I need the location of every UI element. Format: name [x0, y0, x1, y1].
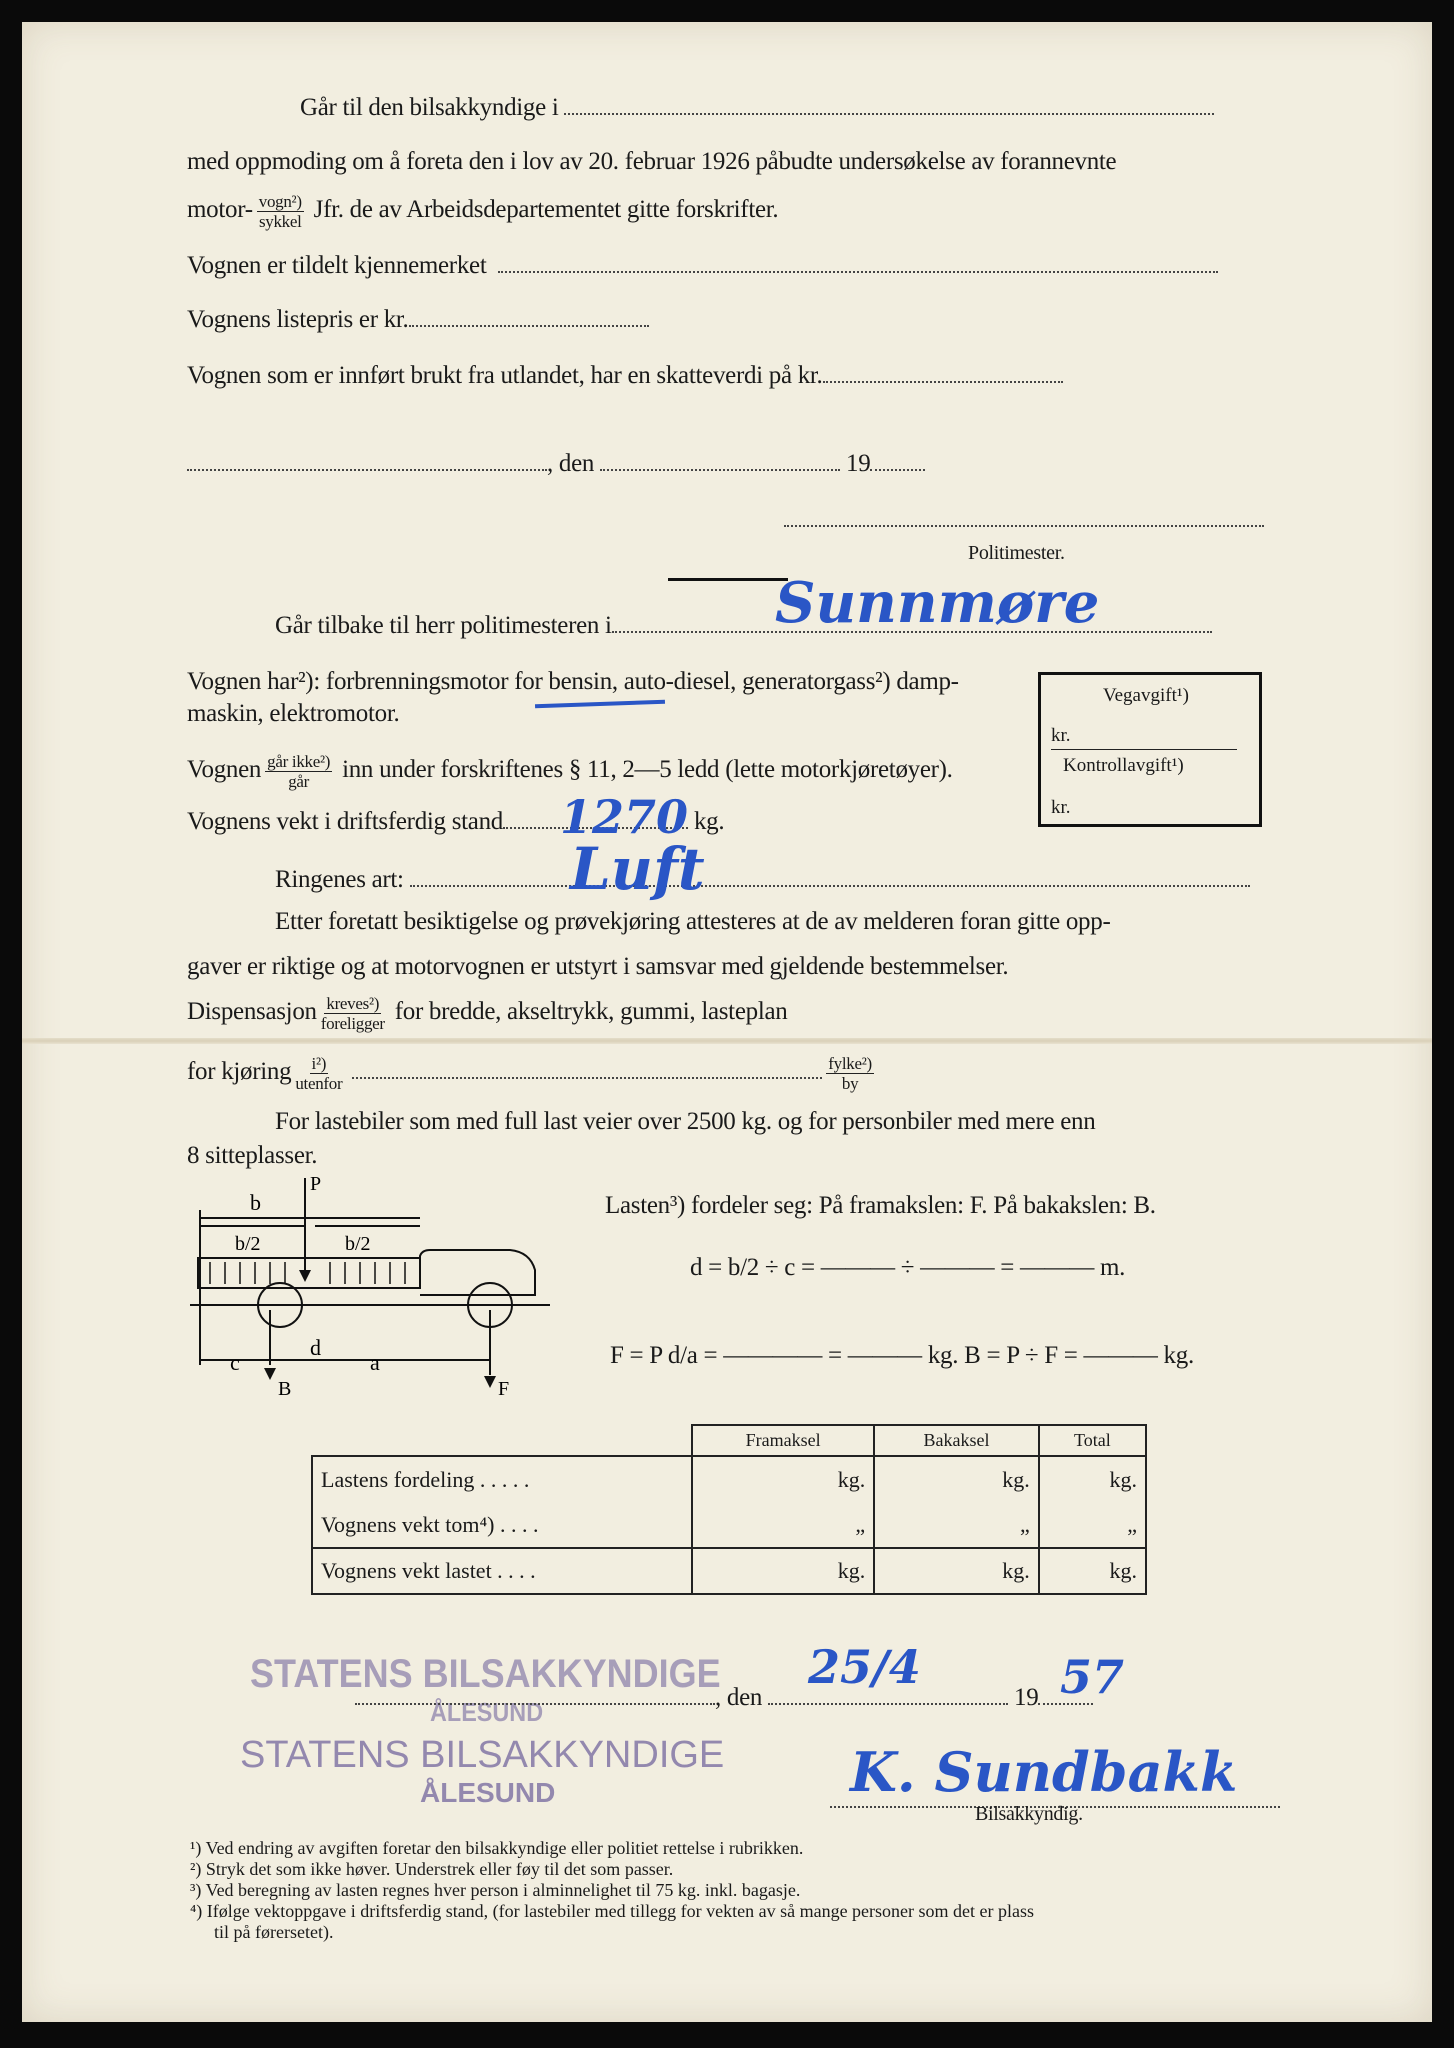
- line-light-vehicle: Vognen $\frac{\text{går ikke²)}}{\text{går}}$ inn under forskriftenes § 11, 2—5 ledd (lette motorkjøretøyer).: [187, 752, 953, 791]
- footnote-4: ⁴) Ifølge vektoppgave i driftsferdig stand, (for lastebiler med tillegg for vekten av så mange personer som det er plass: [190, 1901, 1035, 1921]
- line-trucks: For lastebiler som med full last veier over 2500 kg. og for personbiler med mere enn: [275, 1108, 1096, 1135]
- formula-f: F = P d/a = ———— = ——— kg. B = P ÷ F = ——— kg.: [610, 1342, 1194, 1369]
- line-request: med oppmoding om å foreta den i lov av 20. februar 1926 påbudte undersøkelse av forannevnte: [187, 148, 1117, 175]
- stamp-1: STATENS BILSAKKYNDIGE ÅLESUND: [250, 1652, 721, 1727]
- line-weight: Vognens vekt i driftsferdig stand kg.: [187, 808, 725, 835]
- fee-box: [1038, 672, 1262, 827]
- handwritten-weight: 1270: [560, 790, 689, 844]
- stamp-2: STATENS BILSAKKYNDIGE ÅLESUND: [240, 1734, 725, 1808]
- control-fee-label: Kontrollavgift¹): [1063, 755, 1184, 776]
- label-b-half-2: b/2: [345, 1233, 371, 1255]
- line-place-date: , den 19: [187, 450, 925, 478]
- label-b: b: [250, 1190, 261, 1215]
- line-registration-mark: Vognen er tildelt kjennemerket: [187, 252, 1218, 280]
- line-to-inspector: Går til den bilsakkyndige i: [300, 94, 1214, 122]
- label-p: P: [310, 1173, 322, 1195]
- line-tax-value: Vognen som er innført brukt fra utlandet, har en skatteverdi på kr.: [187, 362, 1063, 390]
- footnote-2: ²) Stryk det som ikke høver. Understrek eller føy til det som passer.: [190, 1859, 674, 1879]
- paper-fold: [22, 1038, 1432, 1044]
- handwritten-year: 57: [1060, 1650, 1125, 1704]
- line-driving: for kjøring $\frac{\text{i²)}}{\text{utenfor}}$ $\frac{\text{fylke²)}}{by}$: [187, 1054, 872, 1093]
- footnote-1: ¹) Ved endring av avgiften foretar den bilsakkyndige eller politiet rettelse i rubrikken.: [190, 1838, 804, 1858]
- divider: [668, 578, 788, 581]
- label-d: d: [310, 1335, 321, 1360]
- signature-line: [784, 506, 1264, 534]
- line-attest-2: gaver er riktige og at motorvognen er utstyrt i samsvar med gjeldende bestemmelser.: [187, 953, 1009, 980]
- table-row: Vognens vekt lastet . . . . kg. kg. kg.: [312, 1548, 1146, 1594]
- label-c: c: [230, 1350, 240, 1375]
- control-fee-kr: kr.: [1051, 797, 1071, 818]
- footnote-3: ³) Ved beregning av lasten regnes hver person i alminnelighet til 75 kg. inkl. bagasje.: [190, 1880, 801, 1900]
- line-dispensation: Dispensasjon $\frac{\text{kreves²)}}{\text{foreligger}}$ for bredde, akseltrykk, gummi, lasteplan: [187, 994, 788, 1033]
- line-tires: Ringenes art:: [275, 866, 1250, 894]
- handwritten-tires: Luft: [570, 835, 705, 903]
- line-engine-2: maskin, elektromotor.: [187, 700, 400, 727]
- load-diagram: [190, 1170, 560, 1410]
- table-row: Lastens fordeling . . . . . kg. kg. kg.: [312, 1456, 1146, 1502]
- line-motor: motor- $\frac{\text{vogn²)}}{\text{sykkel}}$ Jfr. de av Arbeidsdepartementet gitte forskrifter.: [187, 192, 779, 231]
- label-a: a: [370, 1350, 380, 1375]
- line-seats: 8 sitteplasser.: [187, 1142, 318, 1169]
- table-row: Vognens vekt tom⁴) . . . . „ „ „: [312, 1502, 1146, 1548]
- bilsakkyndig-label: Bilsakkyndig.: [975, 1803, 1083, 1825]
- handwritten-date: 25/4: [808, 1640, 921, 1694]
- line-attest-1: Etter foretatt besiktigelse og prøvekjøring attesteres at de av melderen foran gitte opp-: [275, 908, 1111, 935]
- label-B: B: [278, 1378, 292, 1400]
- line-engine: Vognen har²): forbrenningsmotor for bensin, auto-diesel, generatorgass²) damp-: [187, 668, 959, 695]
- road-fee-kr: kr.: [1051, 725, 1071, 746]
- label-F: F: [498, 1378, 510, 1400]
- load-distribution-text: Lasten³) fordeler seg: På framakslen: F. På bakakslen: B.: [605, 1192, 1156, 1219]
- label-b-half-1: b/2: [235, 1233, 261, 1255]
- handwritten-signature: K. Sundbakk: [850, 1740, 1238, 1804]
- road-fee-label: Vegavgift¹): [1103, 685, 1189, 706]
- politimester-label: Politimester.: [968, 542, 1065, 564]
- load-table: Framaksel Bakaksel Total Lastens fordeling . . . . . kg. kg. kg. Vognens vekt tom⁴) . . . . „ „ „ Vognens vekt lastet . . . . kg. kg. kg.: [311, 1424, 1147, 1595]
- line-return: Går tilbake til herr politimesteren i: [275, 612, 1212, 640]
- handwritten-place: Sunnmøre: [775, 570, 1100, 636]
- line-list-price: Vognens listepris er kr.: [187, 306, 649, 334]
- line-inspector-place-date: , den 19: [355, 1684, 1093, 1712]
- formula-d: d = b/2 ÷ c = ——— ÷ ——— = ——— m.: [690, 1254, 1126, 1281]
- footnote-4-cont: til på førersetet).: [214, 1922, 334, 1942]
